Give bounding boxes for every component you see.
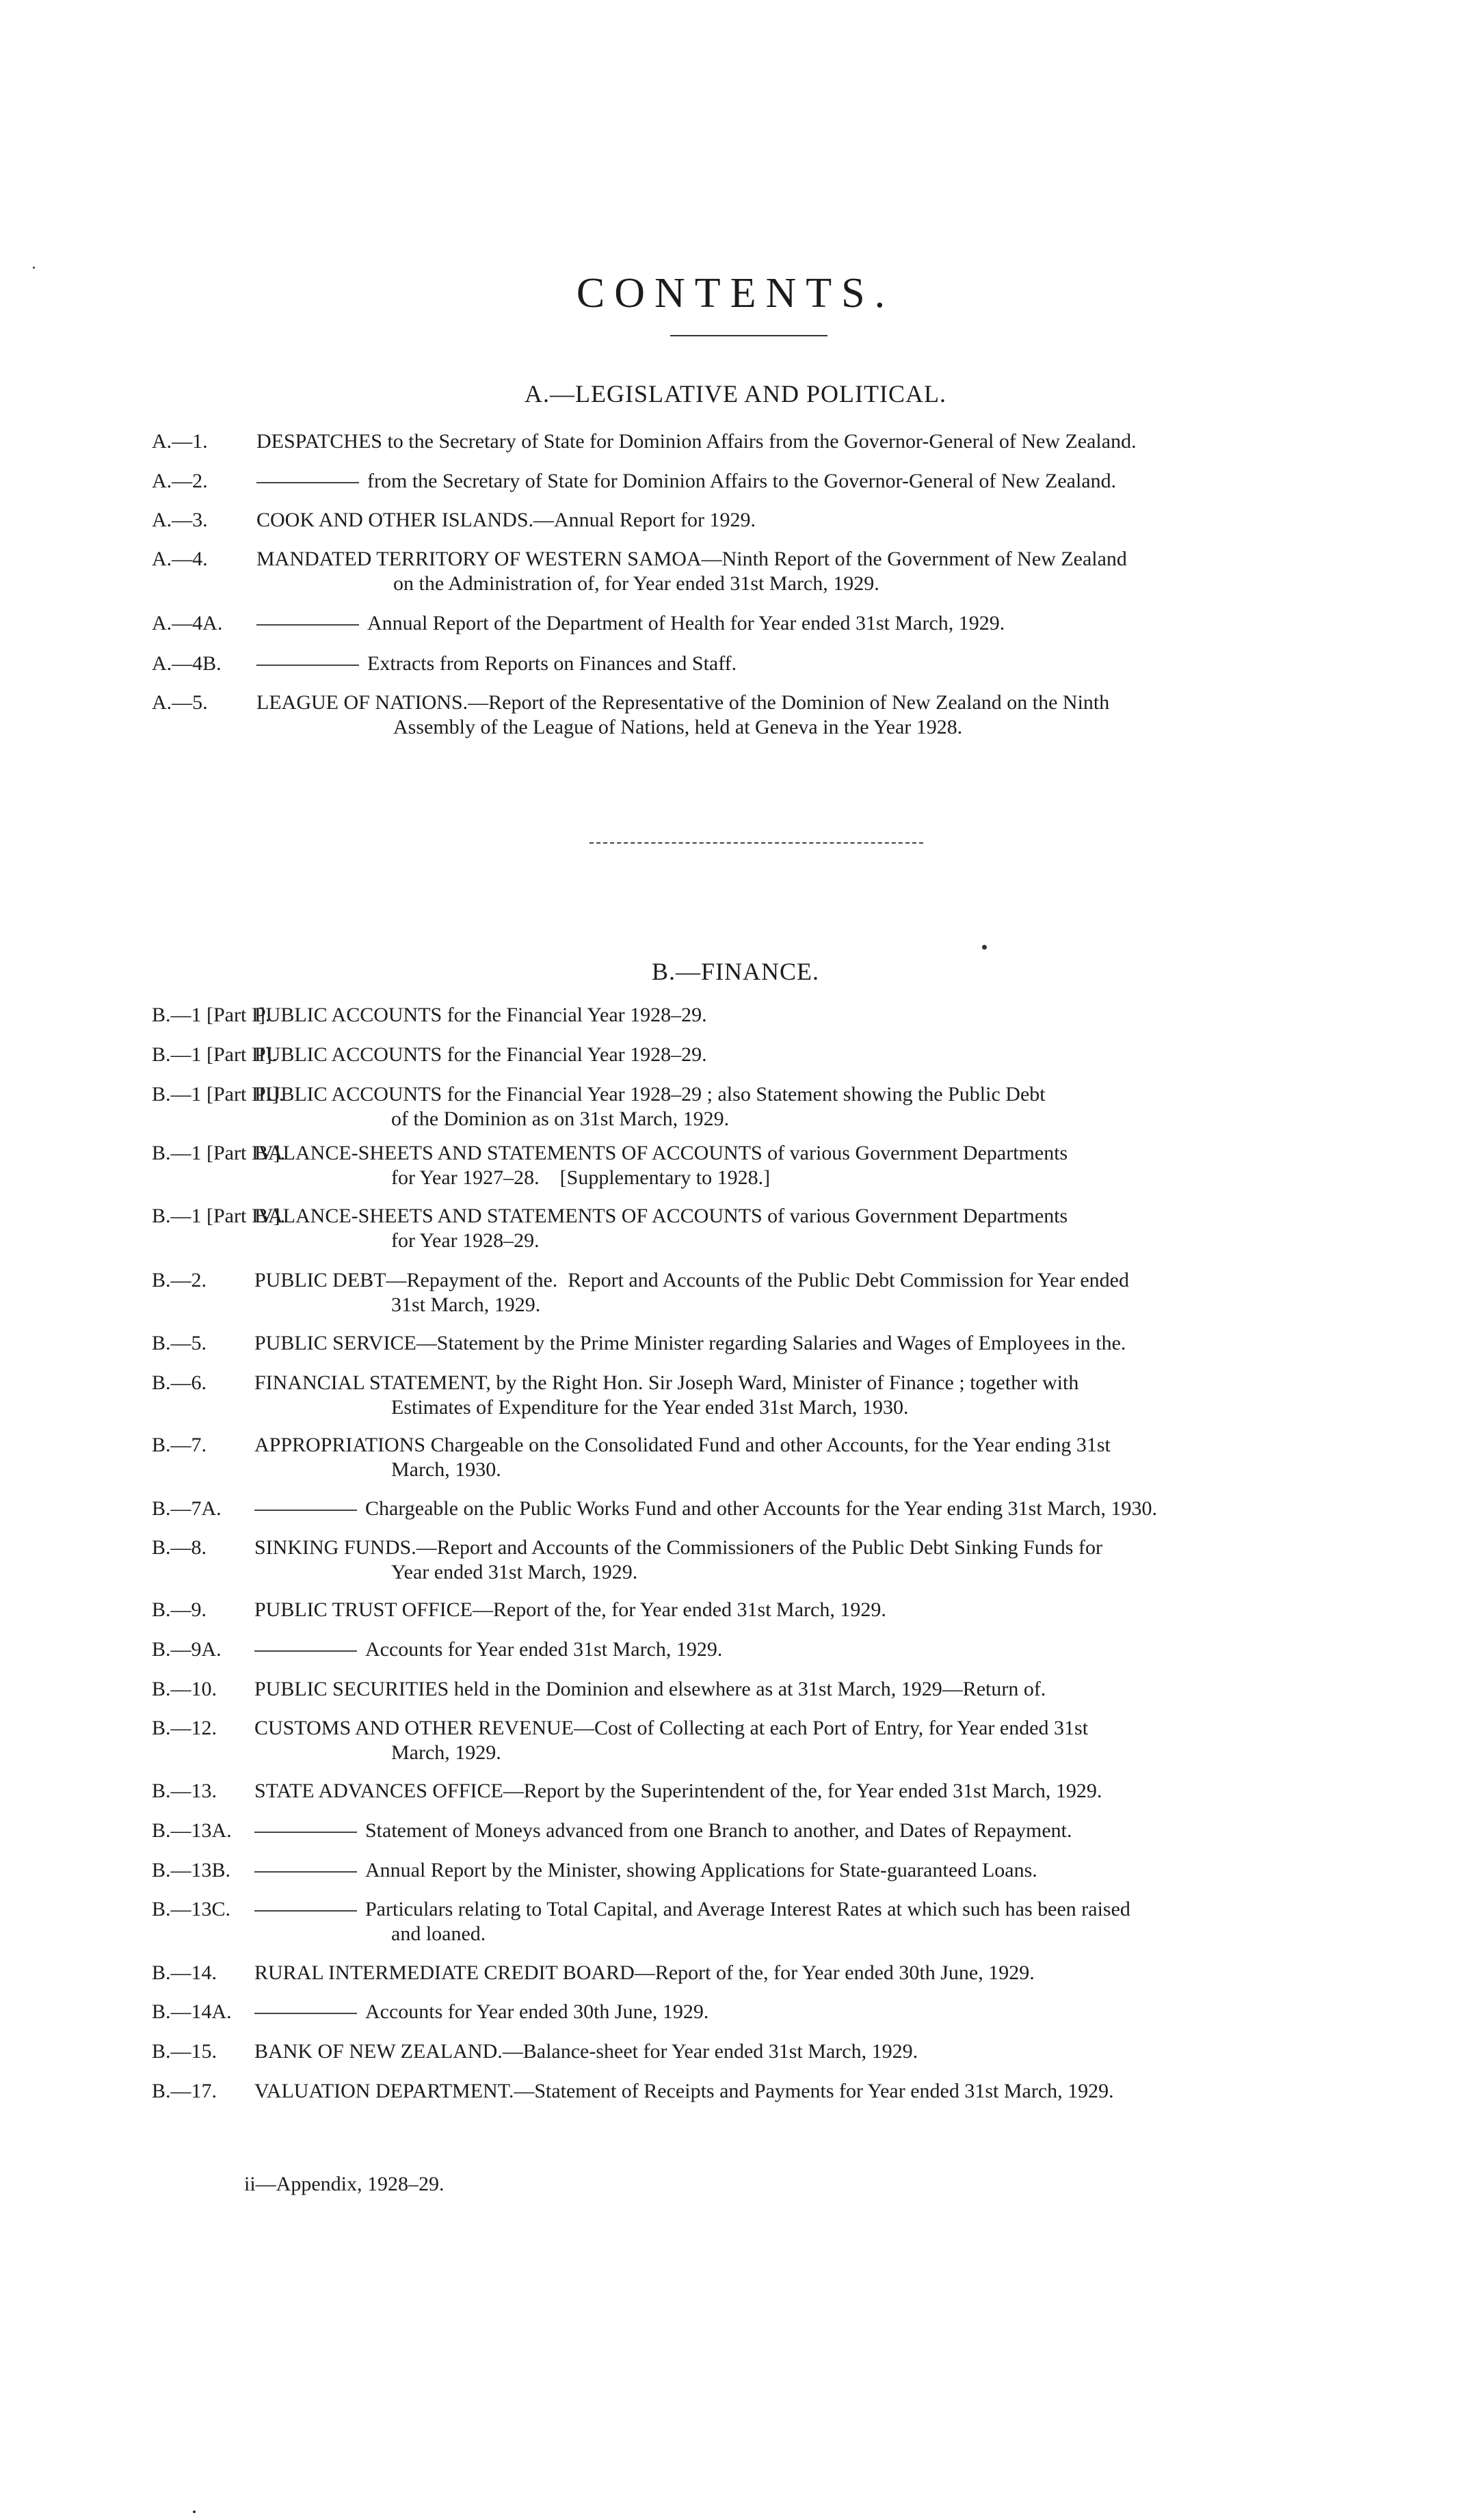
entry-line-text: Particulars relating to Total Capital, and Average Interest Rates at which such has been raised	[365, 1898, 1130, 1920]
entry-description	[254, 1003, 1349, 1028]
entry-line	[256, 429, 1351, 454]
entry-line-text: SINKING FUNDS.—Report and Accounts of the Commissioners of the Public Debt Sinking Funds for	[254, 1536, 1102, 1559]
entry-line	[256, 691, 1351, 715]
entry-line	[254, 1536, 1349, 1560]
entry-code: B.—7.	[152, 1434, 207, 1456]
entry-code: B.—1 [Part III].	[152, 1083, 284, 1105]
entry-line-text: for Year 1928–29.	[391, 1229, 540, 1252]
entry-description	[254, 1897, 1349, 1946]
entry-code: B.—13C.	[152, 1898, 231, 1920]
entry-line-text: BANK OF NEW ZEALAND.—Balance-sheet for Year ended 31st March, 1929.	[254, 2040, 918, 2063]
entry-description	[254, 1497, 1349, 1521]
entry-line	[256, 547, 1351, 572]
entry-line	[254, 1922, 1349, 1946]
entry-description	[256, 429, 1351, 454]
entry-line-text: March, 1929.	[391, 1741, 501, 1764]
entry-line-text: CUSTOMS AND OTHER REVENUE—Cost of Collecting at each Port of Entry, for Year ended 31st	[254, 1717, 1089, 1739]
entry-line	[254, 1716, 1349, 1741]
entry-description	[254, 2039, 1349, 2064]
entry-code: B.—5.	[152, 1332, 207, 1354]
entry-line-text: Accounts for Year ended 31st March, 1929.	[365, 1638, 723, 1661]
entry-description	[254, 1598, 1349, 1622]
entry-line	[256, 611, 1351, 636]
entry-code: B.—15.	[152, 2040, 217, 2063]
ditto-rule	[254, 1910, 357, 1912]
ditto-rule	[256, 665, 359, 666]
entry-code: B.—17.	[152, 2080, 217, 2102]
entry-line-text: Accounts for Year ended 30th June, 1929.	[365, 2000, 709, 2023]
entry-line	[254, 1141, 1349, 1166]
entry-line-text: APPROPRIATIONS Chargeable on the Consolidated Fund and other Accounts, for the Year ending 31st	[254, 1434, 1111, 1456]
entry-line	[254, 1003, 1349, 1028]
entry-code: A.—3.	[152, 509, 208, 531]
entry-line	[254, 1677, 1349, 1702]
entry-line	[254, 1819, 1349, 1843]
entry-line-text: DESPATCHES to the Secretary of State for Dominion Affairs from the Governor-General of New Zealand.	[256, 430, 1137, 453]
entry-description	[254, 1536, 1349, 1585]
entry-line	[254, 1331, 1349, 1356]
entry-line	[254, 1371, 1349, 1395]
entry-line	[254, 1779, 1349, 1804]
entry-line	[254, 1204, 1349, 1229]
scan-speck	[33, 267, 35, 269]
entry-code: B.—13A.	[152, 1819, 232, 1842]
entry-line	[254, 1741, 1349, 1765]
ditto-rule	[256, 624, 359, 626]
entry-line-text: Chargeable on the Public Works Fund and other Accounts for the Year ending 31st March, 1930.	[365, 1497, 1157, 1520]
entry-code: B.—13B.	[152, 1859, 231, 1881]
entry-description	[254, 2079, 1349, 2104]
entry-line	[256, 469, 1351, 494]
entry-line-text: and loaned.	[391, 1922, 486, 1945]
entry-code: B.—6.	[152, 1371, 207, 1394]
entry-line-text: of the Dominion as on 31st March, 1929.	[391, 1108, 730, 1130]
entry-line-text: BALANCE-SHEETS AND STATEMENTS OF ACCOUNTS of various Government Departments	[254, 1142, 1068, 1164]
entry-description	[256, 691, 1351, 740]
entry-line	[254, 1229, 1349, 1253]
entry-line	[256, 508, 1351, 533]
entry-line-text: March, 1930.	[391, 1458, 501, 1481]
entry-line	[254, 1166, 1349, 1190]
entry-line-text: Annual Report by the Minister, showing Applications for State-guaranteed Loans.	[365, 1859, 1037, 1881]
entry-line	[254, 2000, 1349, 2024]
entry-line-text: Assembly of the League of Nations, held at Geneva in the Year 1928.	[393, 716, 963, 738]
entry-code: B.—1 [Part I].	[152, 1004, 271, 1026]
entry-line	[256, 715, 1351, 740]
entry-line-text: from the Secretary of State for Dominion Affairs to the Governor-General of New Zealand.	[367, 470, 1117, 492]
page-footer: ii—Appendix, 1928–29.	[244, 2173, 445, 2195]
entry-description	[254, 1331, 1349, 1356]
entry-description	[254, 1043, 1349, 1067]
entry-line-text: Statement of Moneys advanced from one Branch to another, and Dates of Repayment.	[365, 1819, 1072, 1842]
entry-description	[254, 1082, 1349, 1131]
entry-description	[254, 1268, 1349, 1317]
entry-description	[256, 611, 1351, 636]
entry-code: B.—7A.	[152, 1497, 222, 1520]
entry-description	[256, 652, 1351, 676]
ditto-rule	[254, 1871, 357, 1873]
entry-line	[254, 1858, 1349, 1883]
ditto-rule	[254, 1832, 357, 1833]
entry-description	[254, 2000, 1349, 2024]
entry-code: B.—10.	[152, 1678, 217, 1700]
entry-description	[254, 1779, 1349, 1804]
entry-code: B.—14.	[152, 1961, 217, 1984]
entry-code: B.—9.	[152, 1598, 207, 1621]
entry-line-text: PUBLIC DEBT—Repayment of the. Report and Accounts of the Public Debt Commission for Year ended	[254, 1269, 1129, 1291]
entry-line-text: for Year 1927–28. [Supplementary to 1928.]	[391, 1166, 771, 1189]
entry-line-text: 31st March, 1929.	[391, 1293, 541, 1316]
entry-line	[254, 1637, 1349, 1662]
entry-description	[256, 469, 1351, 494]
entry-line	[254, 1293, 1349, 1317]
entry-line	[254, 1497, 1349, 1521]
entry-code: B.—12.	[152, 1717, 217, 1739]
ditto-rule	[254, 1650, 357, 1652]
entry-line	[254, 1043, 1349, 1067]
entry-code: A.—4B.	[152, 652, 222, 675]
entry-line-text: COOK AND OTHER ISLANDS.—Annual Report for 1929.	[256, 509, 756, 531]
section-divider	[589, 842, 923, 844]
entry-line-text: Year ended 31st March, 1929.	[391, 1561, 638, 1583]
entry-description	[256, 547, 1351, 596]
entry-code: B.—1 [Part II].	[152, 1043, 278, 1066]
ditto-rule	[256, 482, 359, 483]
entry-line	[254, 1560, 1349, 1585]
entry-code: A.—5.	[152, 691, 208, 714]
entry-line	[254, 2039, 1349, 2064]
entry-line	[254, 1458, 1349, 1482]
entry-description	[254, 1433, 1349, 1482]
entry-line-text: PUBLIC SECURITIES held in the Dominion and elsewhere as at 31st March, 1929—Return of.	[254, 1678, 1046, 1700]
entry-line	[254, 1961, 1349, 1985]
page-title: CONTENTS.	[576, 269, 895, 317]
entry-description	[254, 1637, 1349, 1662]
entry-description	[254, 1204, 1349, 1253]
entry-line-text: PUBLIC ACCOUNTS for the Financial Year 1928–29.	[254, 1004, 707, 1026]
entry-line	[254, 1897, 1349, 1922]
entry-code: B.—1 [Part IV].	[152, 1142, 285, 1164]
ditto-rule	[254, 1510, 357, 1511]
entry-line	[254, 1268, 1349, 1293]
entry-description	[254, 1961, 1349, 1985]
entry-line	[254, 1107, 1349, 1131]
entry-line-text: LEAGUE OF NATIONS.—Report of the Representative of the Dominion of New Zealand on the Ninth	[256, 691, 1110, 714]
entry-description	[254, 1716, 1349, 1765]
entry-line	[254, 1598, 1349, 1622]
entry-description	[254, 1371, 1349, 1420]
entry-line-text: PUBLIC TRUST OFFICE—Report of the, for Year ended 31st March, 1929.	[254, 1598, 886, 1621]
ditto-rule	[254, 2013, 357, 2014]
entry-line	[256, 652, 1351, 676]
entry-line-text: on the Administration of, for Year ended 31st March, 1929.	[393, 572, 879, 595]
entry-line-text: MANDATED TERRITORY OF WESTERN SAMOA—Ninth Report of the Government of New Zealand	[256, 548, 1127, 570]
entry-description	[254, 1141, 1349, 1190]
entry-line	[254, 1433, 1349, 1458]
entry-line	[254, 1395, 1349, 1420]
entry-line-text: VALUATION DEPARTMENT.—Statement of Receipts and Payments for Year ended 31st March, 1929.	[254, 2080, 1114, 2102]
scan-speck	[193, 2510, 196, 2513]
entry-code: B.—14A.	[152, 2000, 232, 2023]
title-rule	[670, 335, 827, 336]
entry-line-text: BALANCE-SHEETS AND STATEMENTS OF ACCOUNTS of various Government Departments	[254, 1205, 1068, 1227]
entry-line	[256, 572, 1351, 596]
entry-line-text: STATE ADVANCES OFFICE—Report by the Superintendent of the, for Year ended 31st March, 1929.	[254, 1780, 1102, 1802]
entry-description	[254, 1858, 1349, 1883]
entry-line-text: Estimates of Expenditure for the Year ended 31st March, 1930.	[391, 1396, 909, 1419]
entry-code: A.—4A.	[152, 612, 223, 634]
entry-description	[254, 1819, 1349, 1843]
section-b-heading: B.—FINANCE.	[651, 958, 820, 985]
entry-line-text: PUBLIC ACCOUNTS for the Financial Year 1928–29 ; also Statement showing the Public Debt	[254, 1083, 1046, 1105]
entry-code: B.—13.	[152, 1780, 217, 1802]
entry-code: B.—1 [Part IV].	[152, 1205, 285, 1227]
section-a-heading: A.—LEGISLATIVE AND POLITICAL.	[525, 380, 946, 407]
entry-line	[254, 2079, 1349, 2104]
entry-code: B.—8.	[152, 1536, 207, 1559]
entry-line-text: PUBLIC ACCOUNTS for the Financial Year 1928–29.	[254, 1043, 707, 1066]
entry-line-text: RURAL INTERMEDIATE CREDIT BOARD—Report of the, for Year ended 30th June, 1929.	[254, 1961, 1035, 1984]
entry-code: B.—2.	[152, 1269, 207, 1291]
entry-line-text: PUBLIC SERVICE—Statement by the Prime Minister regarding Salaries and Wages of Employees in the.	[254, 1332, 1126, 1354]
entry-line-text: Annual Report of the Department of Health for Year ended 31st March, 1929.	[367, 612, 1005, 634]
scan-speck	[982, 945, 987, 950]
entry-code: B.—9A.	[152, 1638, 222, 1661]
entry-code: A.—4.	[152, 548, 208, 570]
entry-line	[254, 1082, 1349, 1107]
entry-line-text: FINANCIAL STATEMENT, by the Right Hon. Sir Joseph Ward, Minister of Finance ; together with	[254, 1371, 1079, 1394]
entry-code: A.—1.	[152, 430, 208, 453]
entry-line-text: Extracts from Reports on Finances and Staff.	[367, 652, 737, 675]
entry-code: A.—2.	[152, 470, 208, 492]
entry-description	[256, 508, 1351, 533]
entry-description	[254, 1677, 1349, 1702]
